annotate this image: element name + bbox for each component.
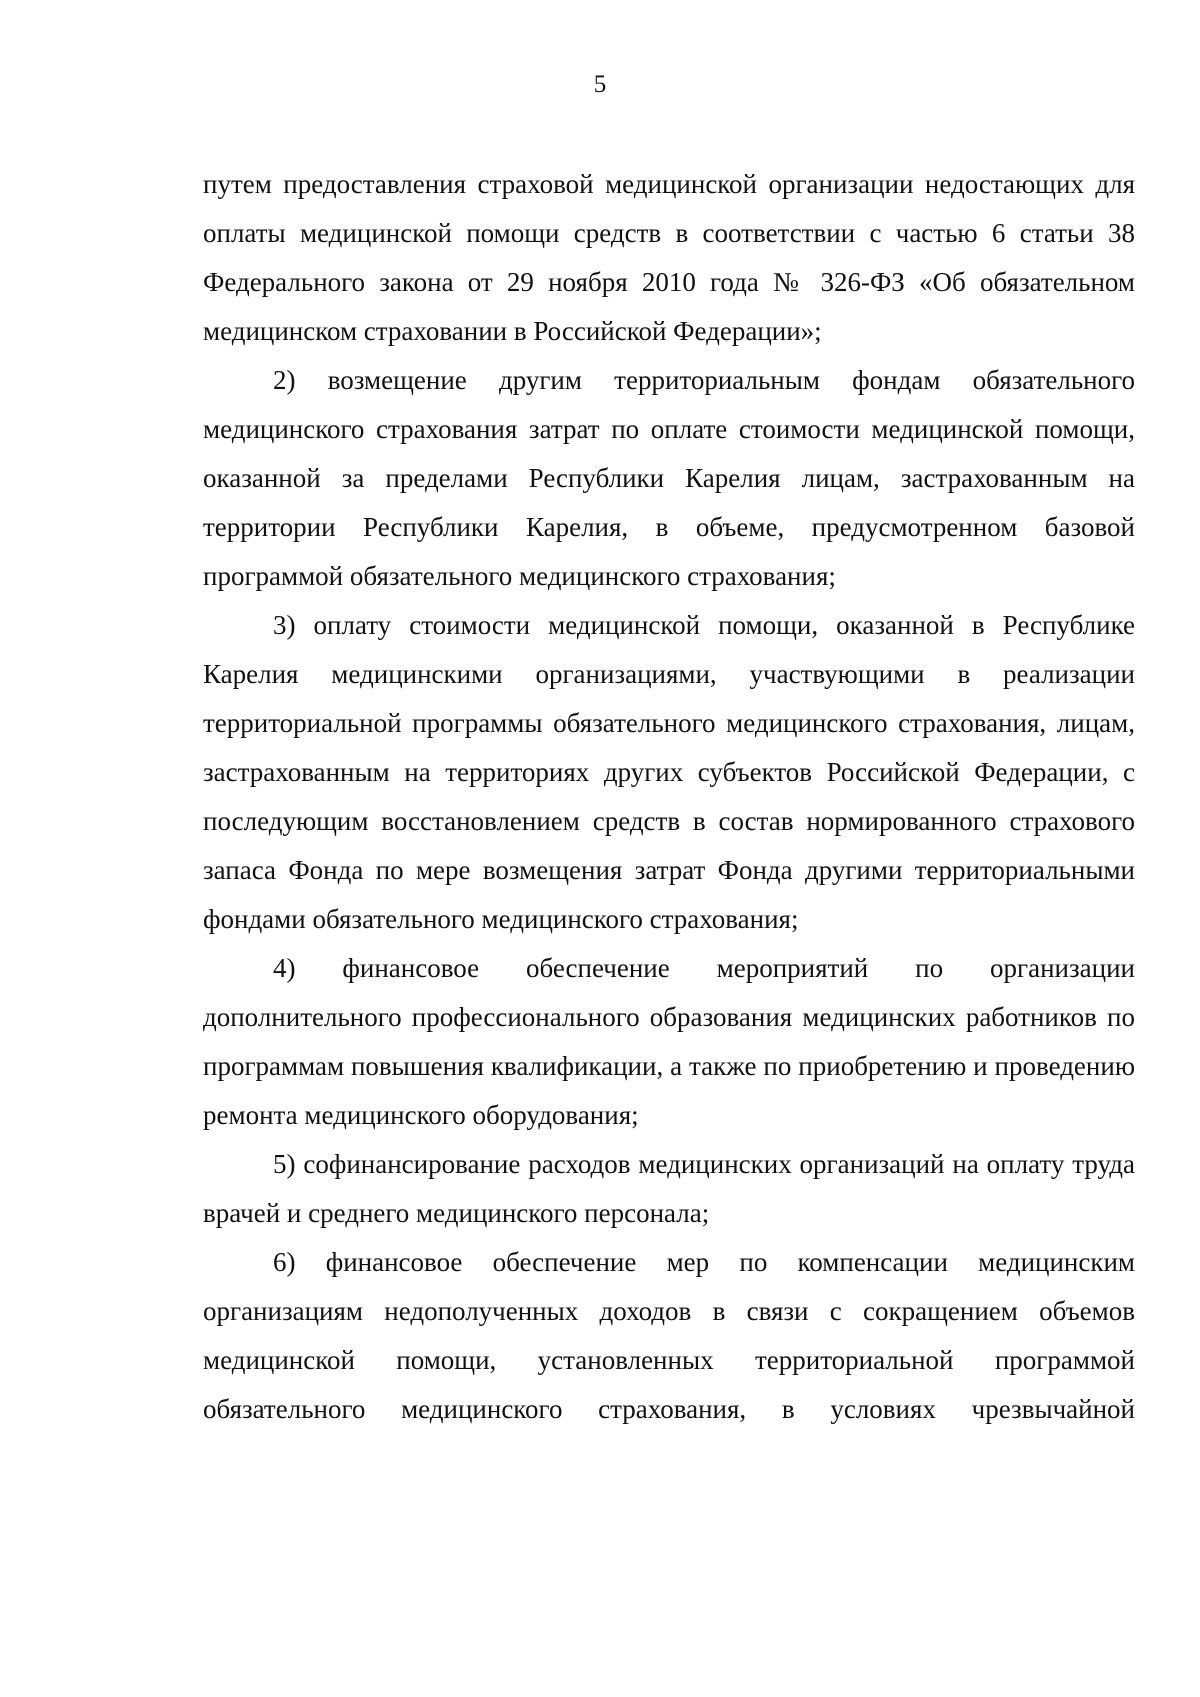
paragraph-item-6: 6) финансовое обеспечение мер по компенсации медицинским организациям недополученных доходов в связи с сокращением объемов медицинской помощи, установленных территориальной программой обязательного медицинского страхования, в условиях чрезвычайной [203, 1247, 1135, 1424]
paragraph-item-3: 3) оплату стоимости медицинской помощи, оказанной в Республике Карелия медицинскими организациями, участвующими в реализации территориальной программы обязательного медицинского страхования, лицам, застрахованным на территориях других субъектов Российской Федерации, с последующим восстановлением средств в состав нормированного страхового запаса Фонда по мере возмещения затрат Фонда другими территориальными фондами обязательного медицинского страхования; [203, 610, 1135, 934]
document-body [203, 160, 1135, 1434]
paragraph-item-2: 2) возмещение другим территориальным фондам обязательного медицинского страхования затрат по оплате стоимости медицинской помощи, оказанной за пределами Республики Карелия лицам, застрахованным на территории Республики Карелия, в объеме, предусмотренном базовой программой обязательного медицинского страхования; [203, 365, 1135, 591]
paragraph-item-4: 4) финансовое обеспечение мероприятий по организации дополнительного профессионального образования медицинских работников по программам повышения квалификации, а также по приобретению и проведению ремонта медицинского оборудования; [203, 953, 1135, 1130]
paragraph-continuation: путем предоставления страховой медицинской организации недостающих для оплаты медицинской помощи средств в соответствии с частью 6 статьи 38 Федерального закона от 29 ноября 2010 года № 326-ФЗ «Об обязательном медицинском страховании в Российской Федерации»; [203, 169, 1135, 346]
page-number: 5 [593, 71, 607, 98]
paragraph-item-5: 5) софинансирование расходов медицинских организаций на оплату труда врачей и среднего медицинского персонала; [203, 1149, 1135, 1228]
